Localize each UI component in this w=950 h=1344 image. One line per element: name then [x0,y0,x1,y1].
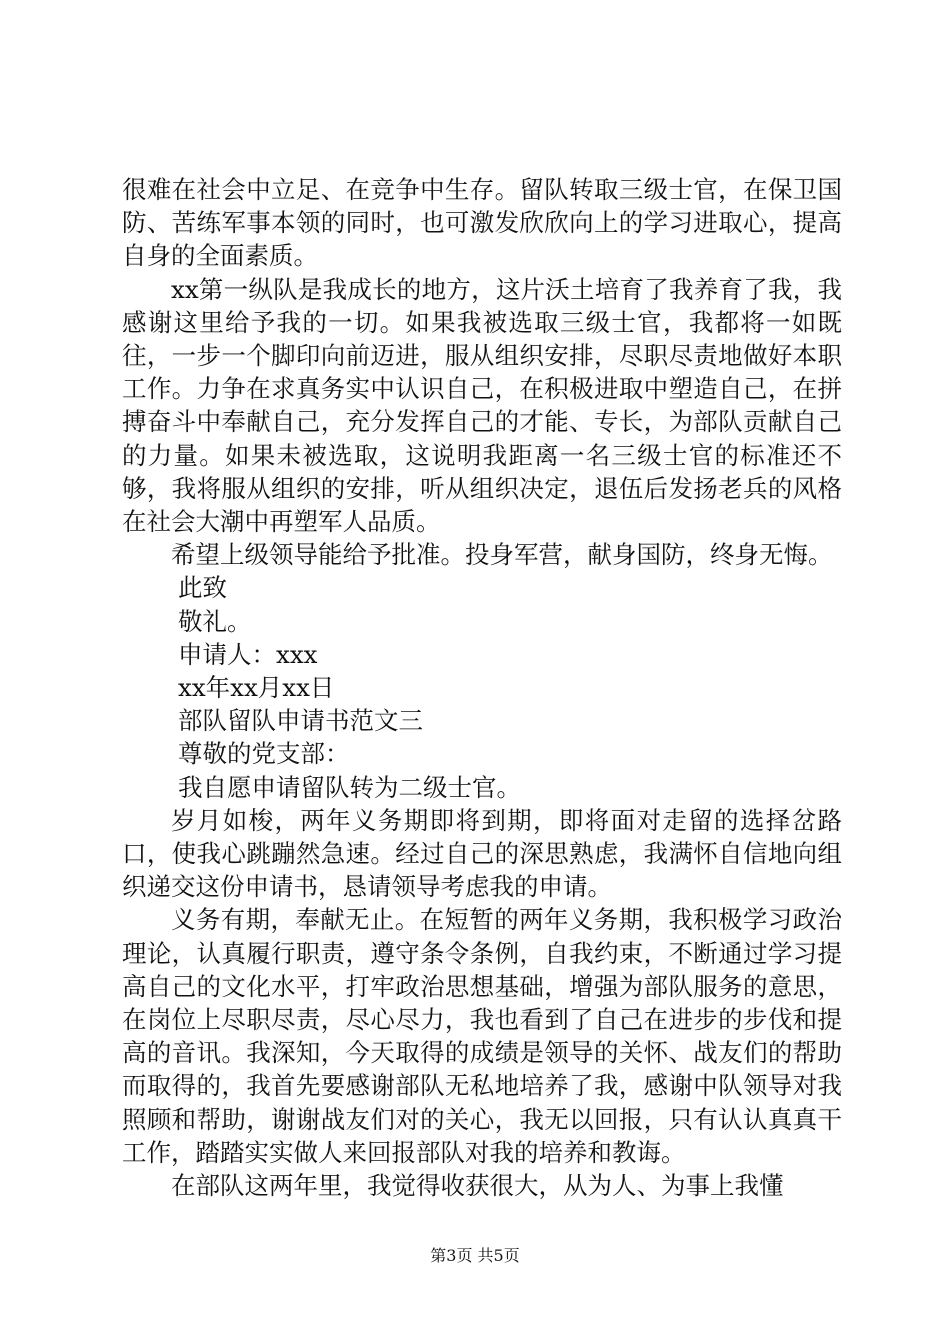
greeting-line: 尊敬的党支部： [178,739,350,769]
date-line: xx年xx月xx日 [178,673,335,703]
paragraph: 岁月如梭，两年义务期即将到期，即将面对走留的选择岔路口，使我心跳蹦然急速。经过自己的深思熟虑，我满怀自信地向组织递交这份申请书，恳请领导考虑我的申请。 [122,805,842,902]
paragraph: 义务有期，奉献无止。在短暂的两年义务期，我积极学习政治理论，认真履行职责，遵守条令条例，自我约束，不断通过学习提高自己的文化水平，打牢政治思想基础，增强为部队服务的意思，在岗位上尽职尽责，尽心尽力，我也看到了自己在进步的步伐和提高的音讯。我深知，今天取得的成绩是领导的关怀、战友们的帮助而取得的，我首先要感谢部队无私地培养了我，感谢中队领导对我照顾和帮助，谢谢战友们对的关心，我无以回报，只有认认真真干工作，踏踏实实做人来回报部队对我的培养和教诲。 [122,905,842,1167]
salute-line: 敬礼。 [178,606,252,636]
paragraph: 很难在社会中立足、在竞争中生存。留队转取三级士官，在保卫国防、苦练军事本领的同时，也可激发欣欣向上的学习进取心，提高自身的全面素质。 [122,175,842,271]
section-title: 部队留队申请书范文三 [178,706,423,736]
applicant-line: 申请人：xxx [178,639,318,669]
paragraph: xx第一纵队是我成长的地方，这片沃土培育了我养育了我，我感谢这里给予我的一切。如果我被选取三级士官，我都将一如既往，一步一个脚印向前迈进，服从组织安排，尽职尽责地做好本职工作。力争在求真务实中认识自己，在积极进取中塑造自己，在拼搏奋斗中奉献自己，充分发挥自己的才能、专长，为部队贡献自己的力量。如果未被选取，这说明我距离一名三级士官的标准还不够，我将服从组织的安排，听从组织决定，退伍后发扬老兵的风格在社会大潮中再塑军人品质。 [122,274,842,537]
document-body [122,173,842,1202]
paragraph: 在部队这两年里，我觉得收获很大，从为人、为事上我懂 [171,1171,784,1201]
paragraph: 希望上级领导能给予批准。投身军营，献身国防，终身无悔。 [171,540,833,570]
page-footer: 第3页 共5页 [430,1246,520,1265]
closing-line: 此致 [178,573,227,603]
intro-line: 我自愿申请留队转为二级士官。 [178,772,521,802]
